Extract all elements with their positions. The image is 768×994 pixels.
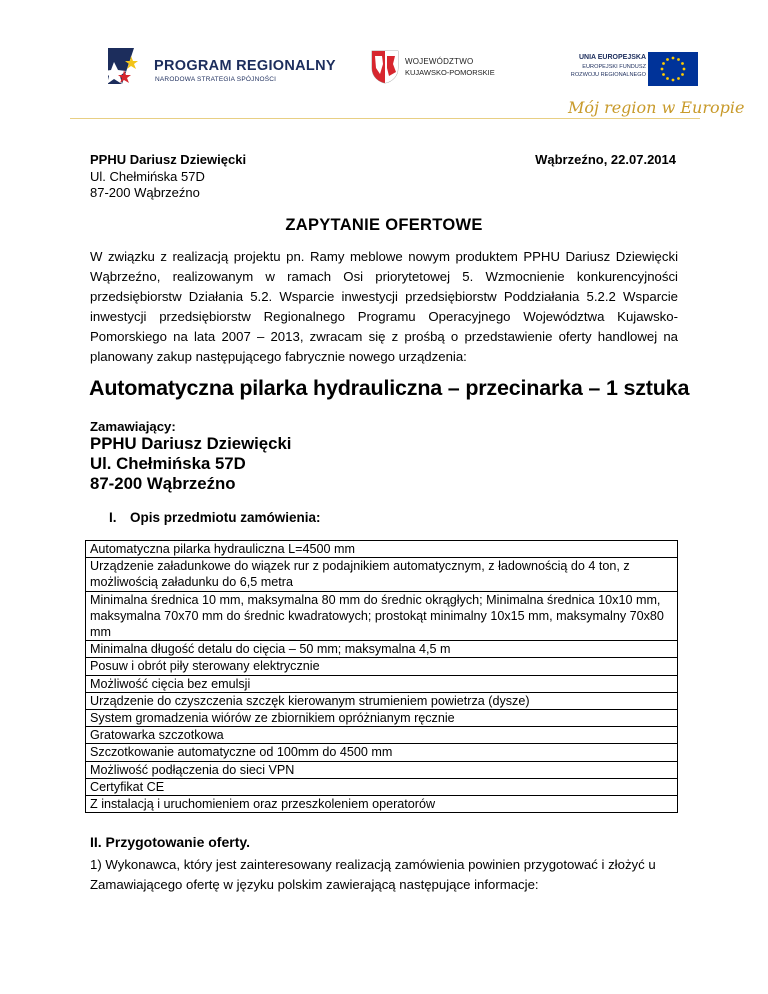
sender-city: 87-200 Wąbrzeźno [90,185,200,200]
eu-flag-icon [648,52,698,86]
eu-fund-line1: EUROPEJSKI FUNDUSZ [582,64,646,70]
table-row [86,692,678,709]
table-row [86,591,678,641]
program-regionalny-logo [104,44,336,90]
region-coat-of-arms-icon [371,50,399,84]
region-logo [371,50,521,86]
eu-title: UNIA EUROPEJSKA [578,54,646,61]
table-row [86,796,678,813]
orderer-street: Ul. Chełmińska 57D [90,454,246,473]
spec-cell: Z instalacją i uruchomieniem oraz przeszkoleniem operatorów [86,796,678,813]
table-row [86,675,678,692]
spec-cell: Certyfikat CE [86,778,678,795]
spec-table [85,540,678,813]
spec-cell: Minimalna średnica 10 mm, maksymalna 80 mm do średnic okrągłych; Minimalna średnica 10x10 mm, maksymalna 70x70 mm do średnic kwadratowych; prostokąt minimalny 10x15 mm, maksymalny 70x80 mm [86,591,678,641]
spec-cell: Szczotkowanie automatyczne od 100mm do 4500 mm [86,744,678,761]
slogan: Mój region w Europie [568,98,745,117]
document-title: ZAPYTANIE OFERTOWE [285,216,483,234]
section2-heading: II. Przygotowanie oferty. [90,834,250,850]
place-date: Wąbrzeźno, 22.07.2014 [535,152,676,167]
region-name-line2: KUJAWSKO-POMORSKIE [405,68,495,77]
sender-street: Ul. Chełmińska 57D [90,168,205,184]
spec-cell: Posuw i obrót piły sterowany elektrycznie [86,658,678,675]
program-title: PROGRAM REGIONALNY [154,58,336,74]
section2-paragraph: 1) Wykonawca, który jest zainteresowany realizacją zamówienia powinien przygotować i złożyć u Zamawiającego ofertę w języku polskim zawierającą następujące informacje: [90,857,656,892]
spec-cell: Urządzenie do czyszczenia szczęk kierowanym strumieniem powietrza (dysze) [86,692,678,709]
region-name-line1: WOJEWÓDZTWO [405,57,474,66]
sender-name: PPHU Dariusz Dziewięcki [90,152,247,167]
section1-title: Opis przedmiotu zamówienia: [130,510,321,525]
table-row [86,727,678,744]
table-row [86,541,678,558]
orderer-block [90,434,291,494]
table-row [86,761,678,778]
program-subtitle: NARODOWA STRATEGIA SPÓJNOŚCI [155,76,277,83]
orderer-label: Zamawiający: [90,419,176,434]
spec-cell: Gratowarka szczotkowa [86,727,678,744]
sender-address [90,152,246,202]
spec-cell: Automatyczna pilarka hydrauliczna L=4500 mm [86,541,678,558]
eu-logo [548,52,704,86]
spec-cell: Urządzenie załadunkowe do wiązek rur z podajnikiem automatycznym, z ładownością do 4 ton, z możliwością załadunku do 6,5 metra [86,558,678,591]
spec-cell: Możliwość podłączenia do sieci VPN [86,761,678,778]
table-row [86,658,678,675]
orderer-name: PPHU Dariusz Dziewięcki [90,434,292,453]
program-regionalny-emblem-icon [104,44,150,90]
device-heading: Automatyczna pilarka hydrauliczna – przecinarka – 1 sztuka [89,376,690,400]
spec-cell: System gromadzenia wiórów ze zbiornikiem opróżnianym ręcznie [86,710,678,727]
header-divider [70,118,700,119]
eu-fund-line2: ROZWOJU REGIONALNEGO [570,72,646,78]
intro-paragraph: W związku z realizacją projektu pn. Ramy meblowe nowym produktem PPHU Dariusz Dziewięcki Wąbrzeźno, realizowanym w ramach Osi priorytetowej 5. Wzmocnienie konkurencyjności przedsiębiorstw Działania 5.2. Wsparcie inwestycji przedsiębiorstw Poddziałania 5.2.2 Wsparcie inwestycji przedsiębiorstw Regionalnego Programu Operacyjnego Województwa Kujawsko-Pomorskiego na lata 2007 – 2013, zwracam się z prośbą o przedstawienie oferty handlowej na planowany zakup następującego fabrycznie nowego urządzenia: [90,249,678,364]
table-row [86,744,678,761]
table-row [86,641,678,658]
spec-cell: Możliwość cięcia bez emulsji [86,675,678,692]
table-row [86,778,678,795]
spec-cell: Minimalna długość detalu do cięcia – 50 mm; maksymalna 4,5 m [86,641,678,658]
section1-number: I. [109,510,117,525]
table-row [86,710,678,727]
section1-heading [109,510,321,525]
orderer-city: 87-200 Wąbrzeźno [90,474,236,493]
table-row [86,558,678,591]
